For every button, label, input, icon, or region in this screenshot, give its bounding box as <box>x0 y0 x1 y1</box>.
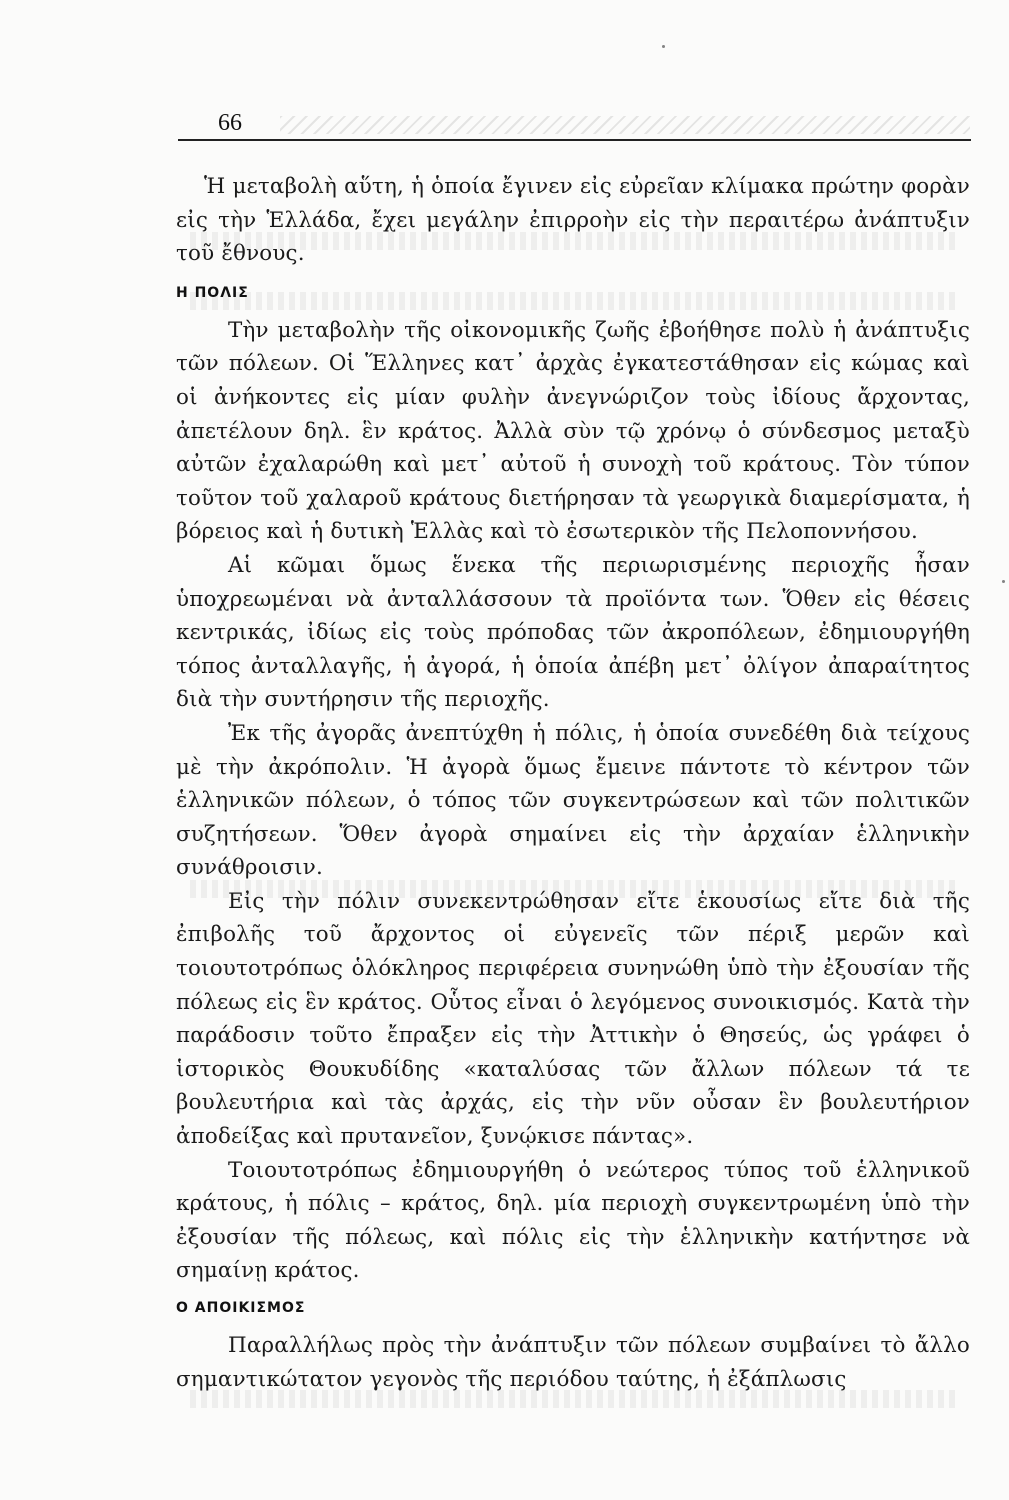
paper-speck <box>662 45 665 48</box>
header-ornament-bleed <box>280 116 970 134</box>
section-heading-polis: Η ΠΟΛΙΣ <box>176 284 249 301</box>
paragraph: Τοιουτοτρόπως ἐδημιουργήθη ὁ νεώτερος τύπος τοῦ ἑλληνικοῦ κράτους, ἡ πόλις – κράτος, δηλ. μία περιοχὴ συγκεντρωμένη ὑπὸ τὴν ἐξουσίαν τῆς πόλεως, καὶ πόλις εἰς τὴν ἑλληνικὴν κατήντησε νὰ σημαίνῃ κράτος. <box>176 1157 970 1284</box>
intro-paragraph: Ἡ μεταβολὴ αὕτη, ἡ ὁποία ἔγινεν εἰς εὐρεῖαν κλίμακα πρώτην φορὰν εἰς τὴν Ἑλλάδα, ἔχει μεγάλην ἐπιρροὴν εἰς τὴν περαιτέρω ἀνάπτυξιν τοῦ ἔθνους. <box>176 174 970 267</box>
paragraph: Ἐκ τῆς ἀγορᾶς ἀνεπτύχθη ἡ πόλις, ἡ ὁποία συνεδέθη διὰ τείχους μὲ τὴν ἀκρόπολιν. Ἡ ἀγορὰ ὅμως ἔμεινε πάντοτε τὸ κέντρον τῶν ἑλληνικῶν πόλεων, ὁ τόπος τῶν συγκεντρώσεων καὶ τῶν πολιτικῶν συζητήσεων. Ὅθεν ἀγορὰ σημαίνει εἰς τὴν ἀρχαίαν ἑλληνικὴν συνάθροισιν. <box>176 720 970 881</box>
body-text <box>176 170 970 1396</box>
section-heading-apoikismos: Ο ΑΠΟΙΚΙΣΜΟΣ <box>176 1300 306 1316</box>
paragraph: Αἱ κῶμαι ὅμως ἕνεκα τῆς περιωρισμένης περιοχῆς ἦσαν ὑποχρεωμέναι νὰ ἀνταλλάσσουν τὰ προϊόντα των. Ὅθεν εἰς θέσεις κεντρικάς, ἰδίως εἰς τοὺς πρόποδας τῶν ἀκροπόλεων, ἐδημιουργήθη τόπος ἀνταλλαγῆς, ἡ ἀγορά, ἡ ὁποία ἀπέβη μετ᾽ ὀλίγον ἀπαραίτητος διὰ τὴν συντήρησιν τῆς περιοχῆς. <box>176 552 970 713</box>
paragraph: Τὴν μεταβολὴν τῆς οἰκονομικῆς ζωῆς ἐβοήθησε πολὺ ἡ ἀνάπτυξις τῶν πόλεων. Οἱ Ἕλληνες κατ᾽ ἀρχὰς ἐγκατεστάθησαν εἰς κώμας καὶ οἱ ἀνήκοντες εἰς μίαν φυλὴν ἀνεγνώριζον τοὺς ἰδίους ἄρχοντας, ἀπετέλουν δηλ. ἓν κράτος. Ἀλλὰ σὺν τῷ χρόνῳ ὁ σύνδεσμος μεταξὺ αὐτῶν ἐχαλαρώθη καὶ μετ᾽ αὐτοῦ ἡ συνοχὴ τοῦ κράτους. Τὸν τύπον τοῦτον τοῦ χαλαροῦ κράτους διετήρησαν τὰ γεωργικὰ διαμερίσματα, ἡ βόρειος καὶ ἡ δυτικὴ Ἑλλὰς καὶ τὸ ἐσωτερικὸν τῆς Πελοποννήσου. <box>176 317 970 545</box>
paragraph: Εἰς τὴν πόλιν συνεκεντρώθησαν εἴτε ἑκουσίως εἴτε διὰ τῆς ἐπιβολῆς τοῦ ἄρχοντος οἱ εὐγενεῖς τῶν πέριξ μερῶν καὶ τοιουτοτρόπως ὁλόκληρος περιφέρεια συνηνώθη ὑπὸ τὴν ἐξουσίαν τῆς πόλεως εἰς ἓν κράτος. Οὗτος εἶναι ὁ λεγόμενος συνοικισμός. Κατὰ τὴν παράδοσιν τοῦτο ἔπραξεν εἰς τὴν Ἀττικὴν ὁ Θησεύς, ὡς γράφει ὁ ἱστορικὸς Θουκυδίδης «καταλύσας τῶν ἄλλων πόλεων τά τε βουλευτήρια καὶ τὰς ἀρχάς, εἰς τὴν νῦν οὖσαν ἓν βουλευτήριον ἀποδείξας καὶ πρυτανεῖον, ξυνῴκισε πάντας». <box>176 888 970 1150</box>
page-number: 66 <box>218 110 242 136</box>
paper-speck <box>1002 580 1005 583</box>
header-rule <box>178 139 971 141</box>
paragraph: Παραλλήλως πρὸς τὴν ἀνάπτυξιν τῶν πόλεων συμβαίνει τὸ ἄλλο σημαντικώτατον γεγονὸς τῆς περιόδου ταύτης, ἡ ἐξάπλωσις <box>176 1333 970 1392</box>
